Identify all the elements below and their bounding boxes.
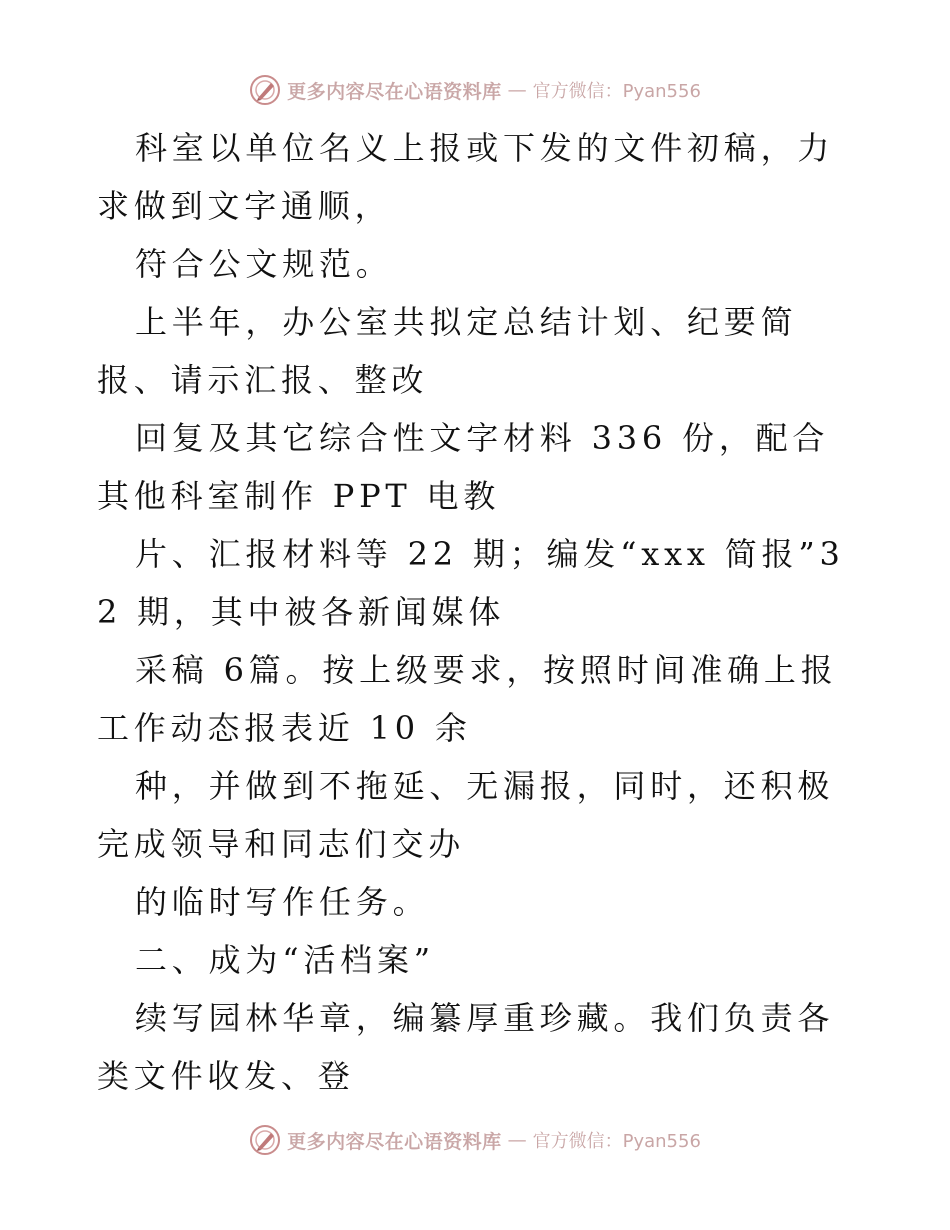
paragraph: 科室以单位名义上报或下发的文件初稿，力求做到文字通顺， [97, 129, 835, 225]
paragraph: 续写园林华章，编纂厚重珍藏。我们负责各类文件收发、登 [97, 999, 835, 1095]
watermark-separator: — [507, 1129, 527, 1151]
paragraph: 采稿 6篇。按上级要求，按照时间准确上报工作动态报表近 10 余 [97, 651, 838, 747]
pen-logo-icon [249, 74, 281, 106]
header-watermark [0, 70, 950, 110]
document-body [97, 119, 857, 1105]
paragraph: 上半年，办公室共拟定总结计划、纪要简报、请示汇报、整改 [97, 303, 798, 399]
watermark-text: 更多内容尽在心语资料库 [287, 1130, 502, 1153]
paragraph: 片、汇报材料等 22 期；编发“xxx 简报”32 期，其中被各新闻媒体 [97, 535, 845, 631]
paragraph: 符合公文规范。 [135, 245, 393, 283]
section-heading: 二、成为“活档案” [135, 941, 435, 979]
paragraph: 回复及其它综合性文字材料 336 份，配合其他科室制作 PPT 电教 [97, 419, 830, 515]
footer-watermark [0, 1120, 950, 1160]
watermark-wechat: 官方微信：Pyan556 [532, 81, 701, 102]
watermark-wechat: 官方微信：Pyan556 [532, 1131, 701, 1152]
watermark-separator: — [507, 79, 527, 101]
paragraph: 种，并做到不拖延、无漏报，同时，还积极完成领导和同志们交办 [97, 767, 835, 863]
paragraph: 的临时写作任务。 [135, 883, 430, 921]
pen-logo-icon [249, 1124, 281, 1156]
watermark-text: 更多内容尽在心语资料库 [287, 80, 502, 103]
